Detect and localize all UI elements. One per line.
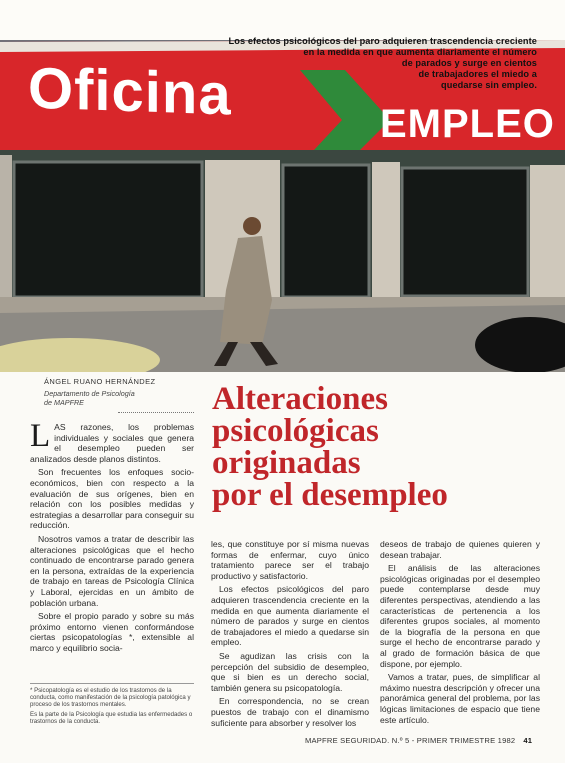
caption-line: Los efectos psicológicos del paro adquieren trascendencia creciente xyxy=(228,36,537,46)
article-title xyxy=(212,383,542,511)
title-line: psicológicas xyxy=(212,413,379,449)
drop-cap: L xyxy=(30,418,51,454)
footnote: Es la parte de la Psicología que estudia las enfermedades o trastornos de la conducta. xyxy=(30,710,193,725)
caption-line: quedarse sin empleo. xyxy=(441,80,537,90)
body-column-3 xyxy=(380,539,540,728)
paragraph: les, que constituye por sí misma nuevas formas de enfermar, cuyo único tratamiento parece ser el trabajo productivo y satisfactorio. xyxy=(211,539,369,581)
caption-line: de trabajadores el miedo a xyxy=(418,69,537,79)
title-line: Alteraciones xyxy=(212,381,388,417)
paragraph: LAS razones, los problemas individuales y sociales que genera el desempleo pueden ser analizados desde planos distintos. xyxy=(30,418,194,464)
footnote: * Psicopatología es el estudio de los trastornos de la conducta, como manifestación de la psicología patológica y proceso de los trastornos mentales. xyxy=(30,687,191,709)
page-number: 41 xyxy=(523,736,533,745)
body-column-1 xyxy=(30,418,194,656)
photo-caption xyxy=(225,36,537,91)
caption-line: de parados y surge en cientos xyxy=(401,58,537,68)
footnotes xyxy=(30,683,194,727)
author-name: ÁNGEL RUANO HERNÁNDEZ xyxy=(44,377,156,386)
window-left xyxy=(14,162,202,297)
paragraph: Se agudizan las crisis con la percepción del subsidio de desempleo, que si bien es un derecho social, también genera su psicopatología. xyxy=(211,650,369,693)
sign-empleo-text: EMPLEO xyxy=(380,102,555,146)
sign-oficina-text: Oficina xyxy=(28,55,232,128)
author-department xyxy=(44,389,194,407)
byline-rule xyxy=(118,412,194,415)
title-line: por el desempleo xyxy=(212,477,448,513)
paragraph: deseos de trabajo de quienes quieren y desean trabajar. xyxy=(380,539,540,560)
department-line: Departamento de Psicología xyxy=(44,389,135,398)
paragraph: En correspondencia, no se crean puestos de trabajo con el dinamismo suficiente para absorber y resolver los xyxy=(211,696,369,728)
window-middle xyxy=(283,165,369,297)
window-right xyxy=(402,168,528,296)
page-footer xyxy=(305,736,545,745)
caption-line: en la medida en que aumenta diariamente el número xyxy=(303,47,537,57)
paragraph: Son frecuentes los enfoques socio-económicos, bien con respecto a la evaluación de sus orígenes, bien en relación con los posibles medidas y estrategias a desarrollar para conseguir su reducción. xyxy=(30,467,194,531)
paragraph: Los efectos psicológicos del paro adquieren trascendencia creciente en la medida en que aumenta diariamente el número de parados y surge en cientos de trabajadores el miedo a quedarse sin empleo. xyxy=(211,584,369,648)
paragraph: Sobre el propio parado y sobre su más próximo entorno vienen conformándose ciertas psicopatologías *, extensible al marco y equilibrio socia- xyxy=(30,611,194,653)
body-column-2 xyxy=(211,539,369,731)
paragraph: Nosotros vamos a tratar de describir las alteraciones psicológicas que el hecho continuado de encontrarse parado genera en la persona, extraídas de la experiencia de trabajo en tareas de Psicología Clínica y Laboral, ejercidas en un ámbito de población urbana. xyxy=(30,533,194,608)
paragraph: El análisis de las alteraciones psicológicas originadas por el desempleo puede contemplarse desde muy diferentes perspectivas, atendiendo a las características de pertenencia a los diferentes grupos sociales, al momento de la biografía de la persona en que surge el hecho de encontrarse parado y al grado de formación básica de que dispone, por ejemplo. xyxy=(380,563,540,669)
paragraph: Vamos a tratar, pues, de simplificar al máximo nuestra descripción y ofrecer una panorámica general del problema, por las lógicas limitaciones de espacio que tiene este artículo. xyxy=(380,672,540,725)
publication-info: MAPFRE SEGURIDAD. N.º 5 - PRIMER TRIMESTRE 1982 xyxy=(305,736,516,745)
department-line: de MAPFRE xyxy=(44,398,84,407)
title-line: originadas xyxy=(212,445,361,481)
